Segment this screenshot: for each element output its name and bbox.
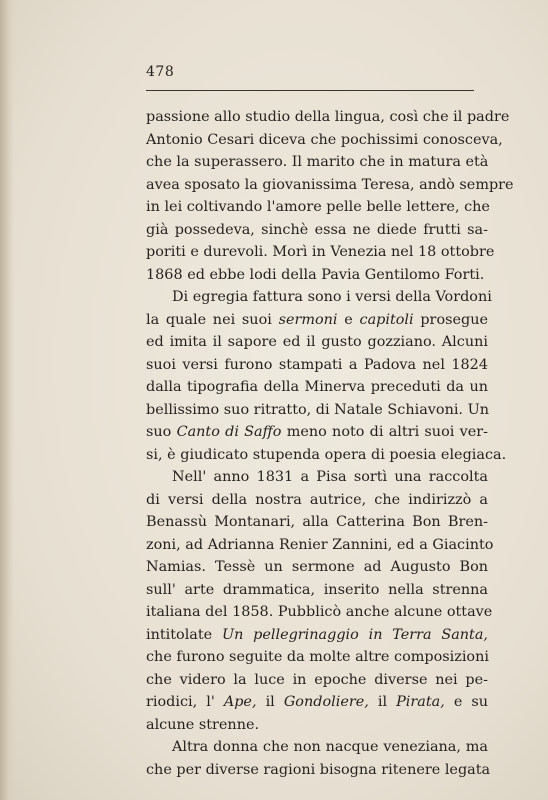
text-run: che furono seguite da molte altre composizioni [146,649,489,665]
text-run: e su [444,694,489,710]
text-run: bellissimo suo ritratto, di Natale Schiavoni. Un [146,401,489,418]
text-line [146,354,488,377]
text-run: ed imita il sapore ed il gusto gozziano. Alcuni [146,334,488,350]
text-run: il [368,694,397,710]
text-run: di versi della nostra autrice, che indirizzò a [146,491,488,508]
text-line [146,331,488,354]
text-run: zoni, ad Adrianna Renier Zannini, ed a Giacinto [146,536,494,553]
page-number: 478 [146,64,175,80]
text-run: italiana del 1858. Pubblicò anche alcune ottave [146,604,493,620]
text-line [146,579,488,602]
text-line [146,466,488,489]
text-run: si, è giudicato stupenda opera di poesia elegiaca. [146,446,507,463]
text-line [146,556,488,579]
text-run: e [337,311,360,328]
text-run: suo [146,424,177,440]
italic-title: Un pellegrinaggio in Terra Santa, [221,626,488,643]
text-run: il [256,694,284,710]
text-line [146,714,488,737]
text-line [146,196,488,219]
text-run: Namias. Tessè un sermone ad Augusto Bon [146,559,488,575]
text-line [146,669,488,692]
text-line [146,129,503,152]
text-line [146,174,514,197]
text-line [146,489,488,512]
body-text [146,106,514,781]
text-line [146,646,488,669]
text-line [146,444,507,467]
text-line [146,286,492,309]
text-line [146,399,488,422]
text-run: in lei coltivando l'amore pelle belle lettere, che [146,199,490,215]
text-run: Altra donna che non nacque veneziana, ma [172,739,488,755]
italic-title: Pirata, [396,694,445,710]
text-run: Antonio Cesari diceva che pochissimi conosceva, [146,131,503,148]
text-run: meno noto di altri suoi ver- [281,424,488,440]
text-line [146,309,488,332]
italic-title: Ape, [223,694,257,710]
text-run: Benassù Montanari, alla Catterina Bon Bren- [146,514,488,530]
text-line [146,736,488,759]
text-run: che la superassero. Il marito che in matura età [146,154,489,170]
text-run: avea sposato la giovanissima Teresa, andò sempre [146,176,514,193]
text-line [146,376,488,399]
text-run: passione allo studio della lingua, così che il padre [146,109,510,125]
text-run: riodici, l' [146,694,224,710]
text-run: sull' arte drammatica, inserito nella strenna [146,581,488,598]
text-run: che videro la luce in epoche diverse nei pe- [146,671,488,688]
italic-title: Canto di Saffo [176,424,282,440]
text-run: Nell' anno 1831 a Pisa sortì una raccolta [172,469,488,485]
text-run: alcune strenne. [146,716,260,733]
text-run: suoi versi furono stampati a Padova nel 1824 [146,356,488,373]
text-run: 1868 ed ebbe lodi della Pavia Gentilomo Forti. [146,266,485,283]
text-run: intitolate [146,626,222,643]
text-run: già possedeva, sinchè essa ne diede frutti sa- [146,221,488,238]
italic-title: capitoli [359,311,414,328]
page-binding-edge [0,0,14,800]
italic-title: sermoni [278,311,338,328]
text-line [146,691,488,714]
text-line [146,601,493,624]
text-run: dalla tipografia della Minerva preceduti da un [146,379,488,395]
text-line [146,624,488,647]
text-line [146,219,488,242]
text-line [146,511,488,534]
text-line [146,759,491,782]
header-rule [146,90,474,91]
text-run: Di egregia fattura sono i versi della Vordoni [172,289,492,305]
text-line [146,106,510,129]
text-run: poriti e durevoli. Morì in Venezia nel 18 ottobre [146,244,495,260]
text-line [146,421,488,444]
text-run: prosegue [413,311,489,328]
text-line [146,241,495,264]
text-run: la quale nei suoi [146,311,279,328]
text-line [146,534,494,557]
text-line [146,264,488,287]
text-line [146,151,488,174]
italic-title: Gondoliere, [283,694,369,710]
text-run: che per diverse ragioni bisogna ritenere legata [146,761,491,778]
